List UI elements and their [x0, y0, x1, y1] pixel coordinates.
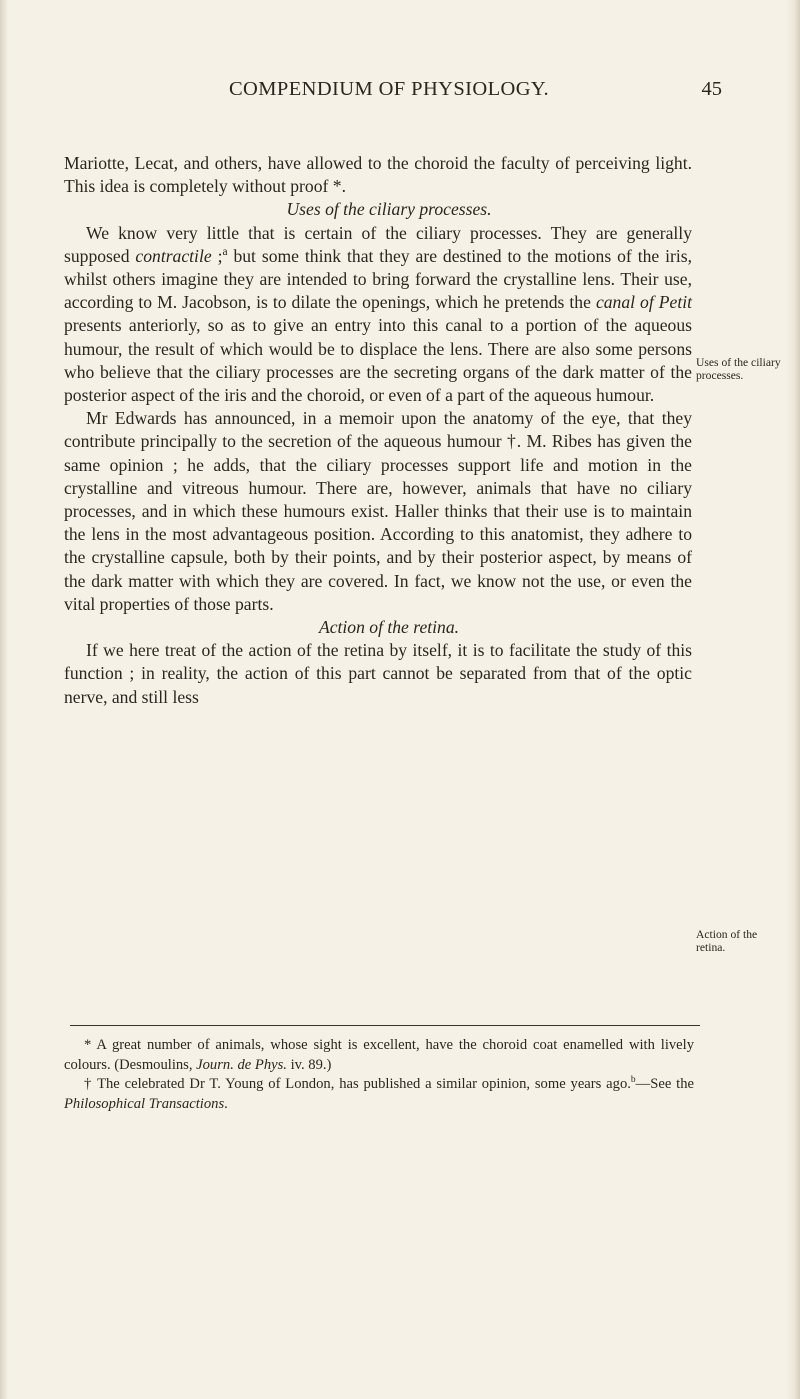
text-run: The celebrated Dr T. Young of London, has published a similar opinion, some years ago. [92, 1076, 631, 1093]
footnote-mark: * [84, 1037, 92, 1053]
footnote-mark: * [332, 176, 342, 197]
reference-mark: a [222, 245, 228, 258]
text-run: . [224, 1095, 228, 1112]
section-heading-retina: Action of the retina. [318, 617, 460, 638]
margin-note-ciliary: Uses of the ciliary processes. [696, 356, 781, 382]
text-run: We know very little that is certain of the ciliary processes. They are generally supposed [64, 222, 692, 266]
paragraph-text: Mariotte, Lecat, and others, have allowed to the choroid the faculty of perceiving light. This idea is completely without proof [64, 153, 692, 197]
italic-text: canal of Petit [595, 292, 692, 313]
text-run: ; [211, 245, 223, 266]
main-text [64, 152, 692, 709]
footnote-divider [70, 1025, 700, 1026]
page-number: 45 [701, 78, 722, 100]
footnote-1 [64, 1036, 694, 1075]
text-run: Mr Edwards has announced, in a memoir upon the anatomy of the eye, that they contribute principally to the secretion of the aqueous humour [64, 408, 692, 452]
italic-text: contractile [135, 245, 212, 266]
running-title: COMPENDIUM OF PHYSIOLOGY. [228, 78, 549, 100]
reference-mark: b [630, 1075, 636, 1086]
paragraph-ciliary-1 [64, 222, 692, 408]
page-left-edge [0, 0, 8, 1399]
paragraph-ciliary-2 [64, 407, 692, 616]
paragraph-retina: If we here treat of the action of the retina by itself, it is to facilitate the study of this function ; in reality, the action of this part cannot be separated from that of the optic nerve, and still less [64, 640, 692, 707]
italic-text: Journ. de Phys. [196, 1056, 287, 1073]
text-run: iv. 89.) [286, 1056, 332, 1073]
text-run: presents anteriorly, so as to give an entry into this canal to a portion of the aqueous humour, the result of which would be to displace the lens. There are also some persons who believe that the ciliary processes are the secreting organs of the dark matter of the posterior aspect of the iris and the choroid, or even of a part of the aqueous humour. [64, 315, 692, 406]
section-heading-ciliary: Uses of the ciliary processes. [286, 199, 492, 220]
paragraph-choroid [64, 152, 692, 198]
margin-note-retina: Action of the retina. [696, 928, 758, 954]
text-run: . M. Ribes has given the same opinion ; he adds, that the ciliary processes support life and motion in the crystalline and vitreous humour. There are, however, animals that have no ciliary processes, and in which these humours exist. Haller thinks that their use is to maintain the lens in the most advantageous position. According to this anatomist, they adhere to the crystalline capsule, both by their points, and by their posterior aspect, by means of the dark matter with which they are covered. In fact, we know not the use, or even the vital properties of those parts. [64, 431, 692, 614]
footnote-mark: † [84, 1076, 93, 1093]
page-right-edge [786, 0, 800, 1399]
text-run: A great number of animals, whose sight is excellent, have the choroid coat enamelled with lively colours. (Desmoulins, [64, 1037, 694, 1073]
book-page [64, 0, 722, 1399]
text-run: but some think that they are destined to the motions of the iris, whilst others imagine they are intended to bring forward the crystalline lens. Their use, according to M. Jacobson, is to dilate the openings, which he pretends the [64, 245, 692, 313]
italic-text: Philosophical Transactions [64, 1095, 225, 1112]
paragraph-end: . [341, 176, 346, 197]
footnote-mark: † [506, 431, 517, 452]
footnote-2 [64, 1075, 694, 1114]
running-head [64, 78, 722, 108]
footnotes [64, 1036, 694, 1114]
text-run: —See the [635, 1076, 694, 1093]
